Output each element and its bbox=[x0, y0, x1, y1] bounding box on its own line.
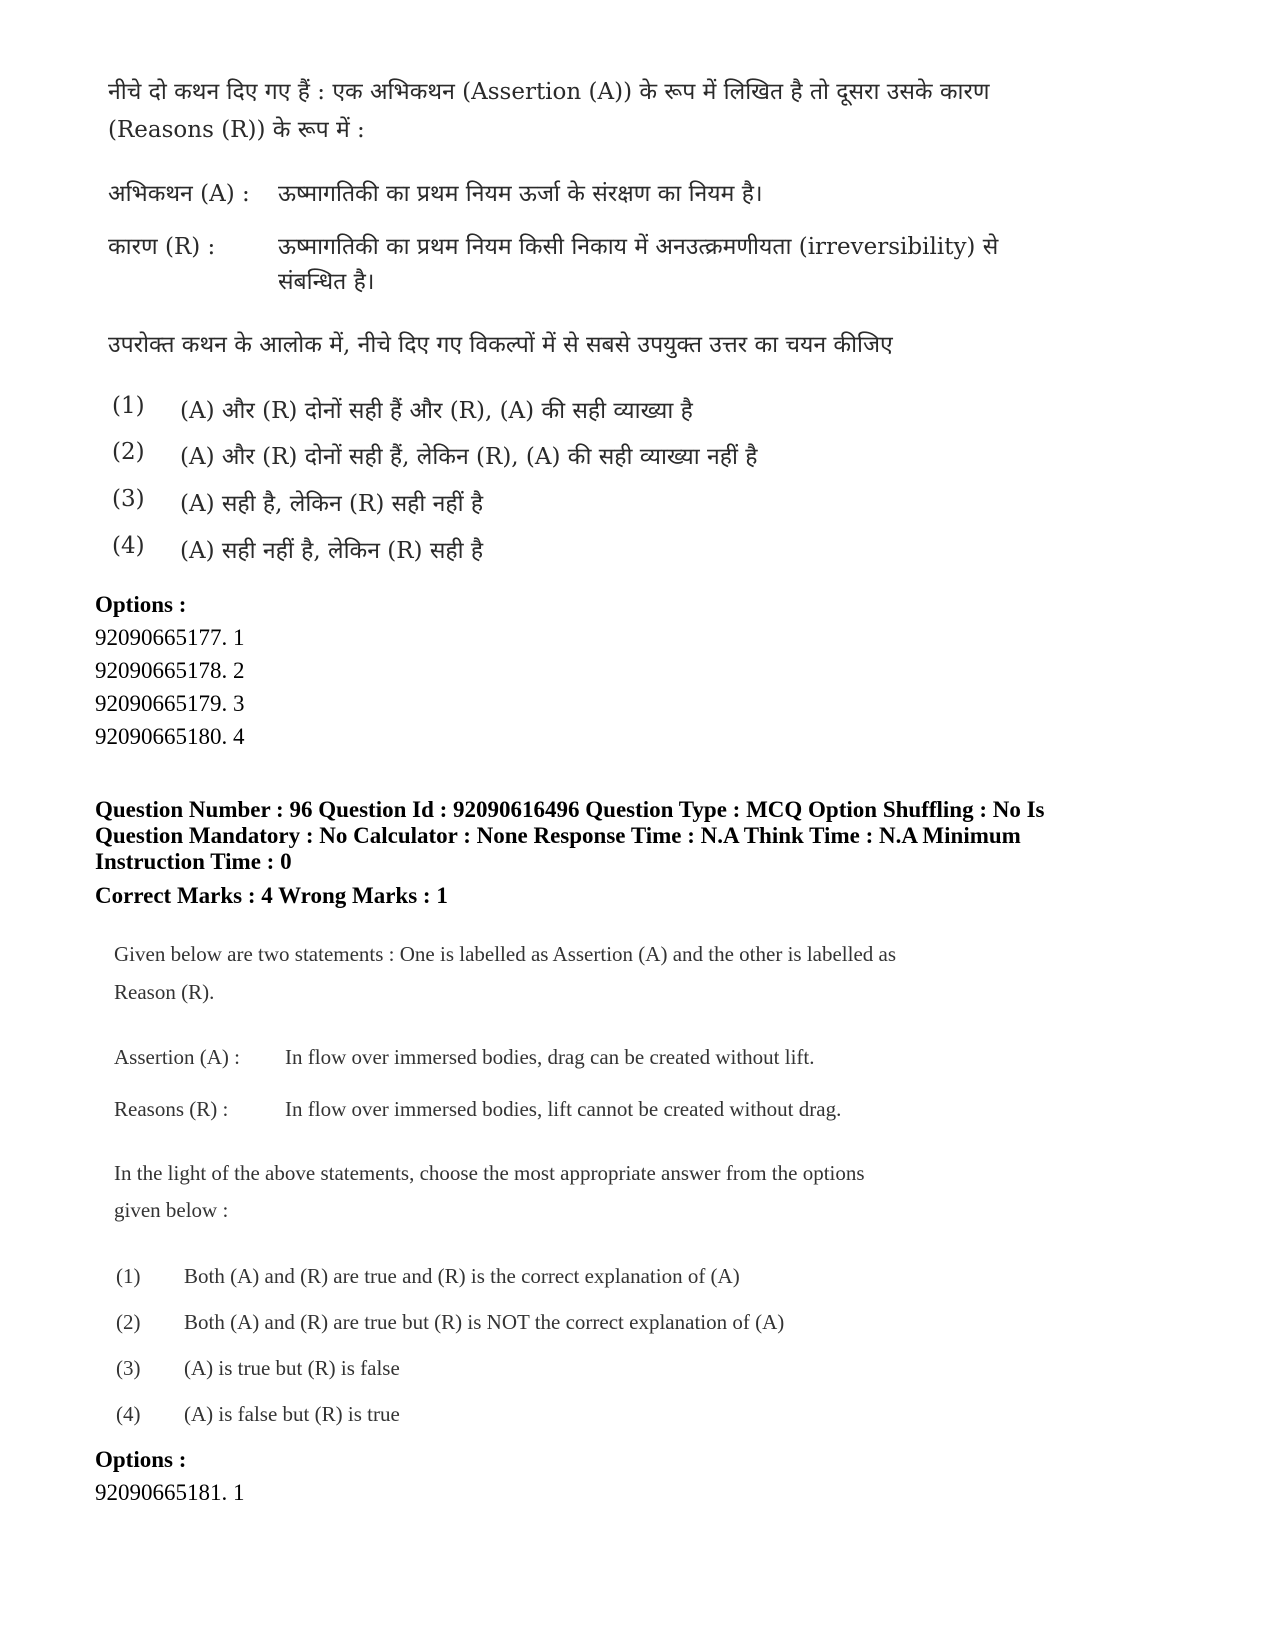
hindi-instruction: उपरोक्त कथन के आलोक में, नीचे दिए गए विकल्पों में से सबसे उपयुक्त उत्तर का चयन कीजिए bbox=[108, 332, 893, 358]
english-reason-label: Reasons (R) : bbox=[114, 1097, 229, 1121]
hindi-reason-text-line2: संबन्धित है। bbox=[278, 269, 375, 295]
english-choice-num: (1) bbox=[116, 1264, 141, 1288]
option-item: 92090665179. 3 bbox=[95, 691, 245, 716]
hindi-assertion-label: अभिकथन (A) : bbox=[108, 181, 250, 207]
options-heading: Options : bbox=[95, 592, 187, 617]
hindi-choice-num: (2) bbox=[112, 439, 145, 465]
hindi-choice-text: (A) सही नहीं है, लेकिन (R) सही है bbox=[180, 538, 484, 564]
hindi-intro-line1: नीचे दो कथन दिए गए हैं : एक अभिकथन (Assertion (A)) के रूप में लिखित है तो दूसरा उसके कारण bbox=[108, 79, 990, 105]
english-reason-text: In flow over immersed bodies, lift cannot be created without drag. bbox=[285, 1097, 842, 1121]
english-intro-line1: Given below are two statements : One is labelled as Assertion (A) and the other is labelled as bbox=[114, 942, 897, 966]
hindi-reason-label: कारण (R) : bbox=[108, 234, 216, 260]
english-intro-line2: Reason (R). bbox=[114, 980, 215, 1004]
english-choice-text: Both (A) and (R) are true and (R) is the correct explanation of (A) bbox=[184, 1264, 740, 1288]
hindi-choice-num: (1) bbox=[112, 393, 145, 419]
hindi-choice-text: (A) और (R) दोनों सही हैं, लेकिन (R), (A) की सही व्याख्या नहीं है bbox=[180, 444, 758, 470]
question-meta-line3: Instruction Time : 0 bbox=[95, 849, 292, 874]
hindi-choice-num: (3) bbox=[112, 486, 145, 512]
option-item: 92090665177. 1 bbox=[95, 625, 245, 650]
option-item: 92090665180. 4 bbox=[95, 724, 245, 749]
english-choice-text: Both (A) and (R) are true but (R) is NOT the correct explanation of (A) bbox=[184, 1310, 785, 1334]
english-choice-num: (2) bbox=[116, 1310, 141, 1334]
option-item: 92090665181. 1 bbox=[95, 1480, 245, 1505]
english-assertion-label: Assertion (A) : bbox=[114, 1045, 240, 1069]
english-choice-text: (A) is false but (R) is true bbox=[184, 1402, 400, 1426]
question-meta-line2: Question Mandatory : No Calculator : None Response Time : N.A Think Time : N.A Minimum bbox=[95, 823, 1021, 848]
options-heading: Options : bbox=[95, 1447, 187, 1472]
question-marks: Correct Marks : 4 Wrong Marks : 1 bbox=[95, 883, 448, 908]
english-assertion-text: In flow over immersed bodies, drag can be created without lift. bbox=[285, 1045, 815, 1069]
question-meta-line1: Question Number : 96 Question Id : 92090616496 Question Type : MCQ Option Shuffling : No Is bbox=[95, 797, 1045, 822]
hindi-choice-text: (A) सही है, लेकिन (R) सही नहीं है bbox=[180, 491, 484, 517]
hindi-intro-line2: (Reasons (R)) के रूप में : bbox=[108, 117, 365, 143]
hindi-reason-text-line1: ऊष्मागतिकी का प्रथम नियम किसी निकाय में अनउत्क्रमणीयता (irreversibility) से bbox=[278, 234, 999, 260]
english-choice-num: (3) bbox=[116, 1356, 141, 1380]
hindi-assertion-text: ऊष्मागतिकी का प्रथम नियम ऊर्जा के संरक्षण का नियम है। bbox=[278, 181, 763, 207]
english-choice-num: (4) bbox=[116, 1402, 141, 1426]
english-instruction-line2: given below : bbox=[114, 1198, 229, 1222]
english-choice-text: (A) is true but (R) is false bbox=[184, 1356, 400, 1380]
hindi-choice-text: (A) और (R) दोनों सही हैं और (R), (A) की सही व्याख्या है bbox=[180, 398, 693, 424]
hindi-choice-num: (4) bbox=[112, 533, 145, 559]
english-instruction-line1: In the light of the above statements, choose the most appropriate answer from the options bbox=[114, 1161, 865, 1185]
option-item: 92090665178. 2 bbox=[95, 658, 245, 683]
